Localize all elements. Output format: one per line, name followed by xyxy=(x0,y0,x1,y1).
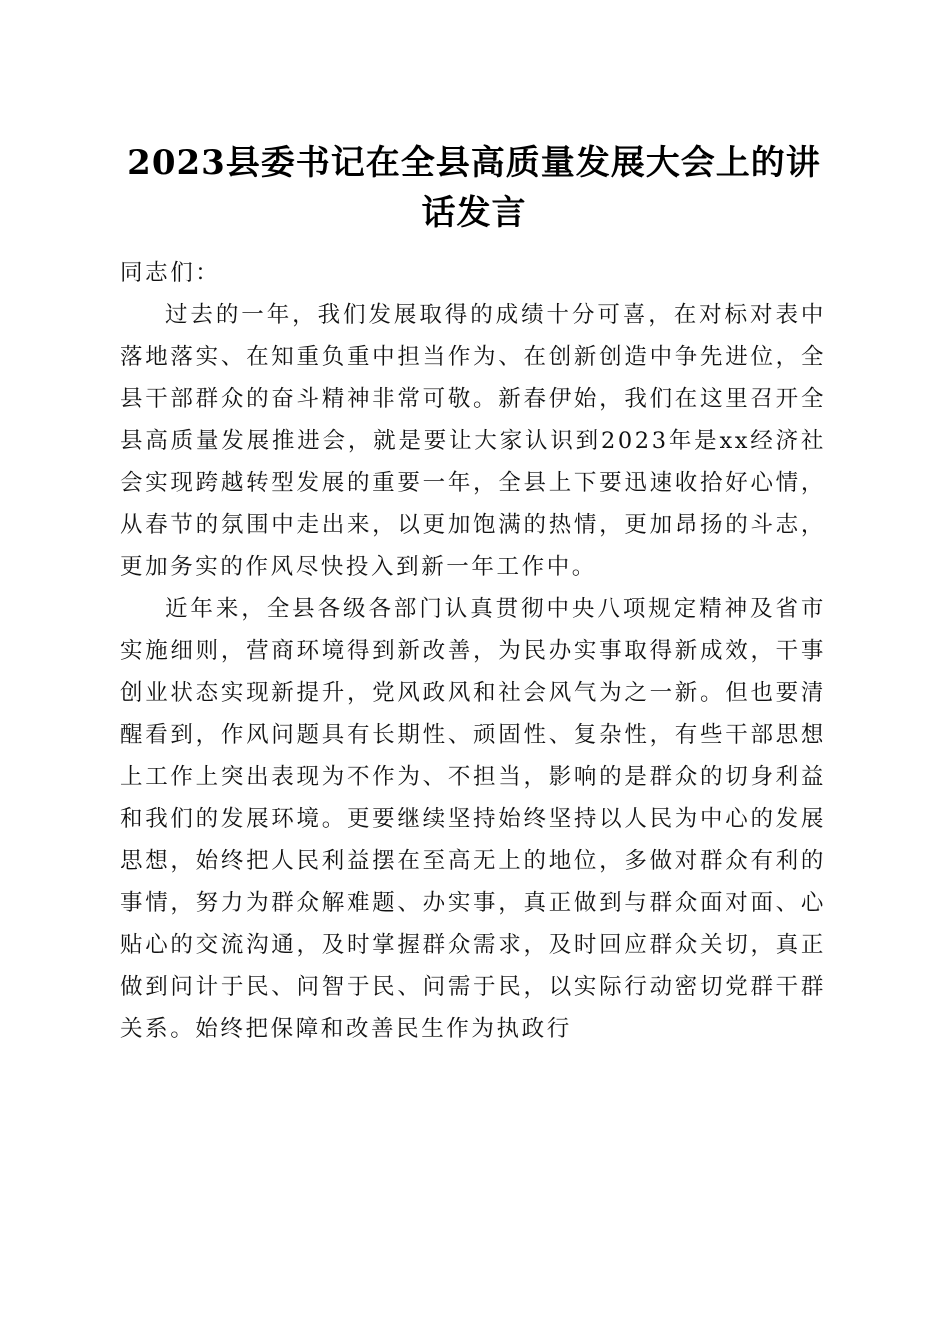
document-title: 2023县委书记在全县高质量发展大会上的讲话发言 xyxy=(127,143,821,233)
salutation: 同志们： xyxy=(120,260,221,286)
document-body xyxy=(120,252,826,1050)
paragraph-1: 过去的一年，我们发展取得的成绩十分可喜，在对标对表中落地落实、在知重负重中担当作为、在创新创造中争先进位，全县干部群众的奋斗精神非常可敬。新春伊始，我们在这里召开全县高质量发展推进会，就是要让大家认识到2023年是xx经济社会实现跨越转型发展的重要一年，全县上下要迅速收拾好心情，从春节的氛围中走出来，以更加饱满的热情，更加昂扬的斗志，更加务实的作风尽快投入到新一年工作中。 xyxy=(120,302,826,580)
paragraph-2: 近年来，全县各级各部门认真贯彻中央八项规定精神及省市实施细则，营商环境得到新改善，为民办实事取得新成效，干事创业状态实现新提升，党风政风和社会风气为之一新。但也要清醒看到，作风问题具有长期性、顽固性、复杂性，有些干部思想上工作上突出表现为不作为、不担当，影响的是群众的切身利益和我们的发展环境。更要继续坚持始终坚持以人民为中心的发展思想，始终把人民利益摆在至高无上的地位，多做对群众有利的事情，努力为群众解难题、办实事，真正做到与群众面对面、心贴心的交流沟通，及时掌握群众需求，及时回应群众关切，真正做到问计于民、问智于民、问需于民，以实际行动密切党群干群关系。始终把保障和改善民生作为执政行 xyxy=(120,596,826,1042)
